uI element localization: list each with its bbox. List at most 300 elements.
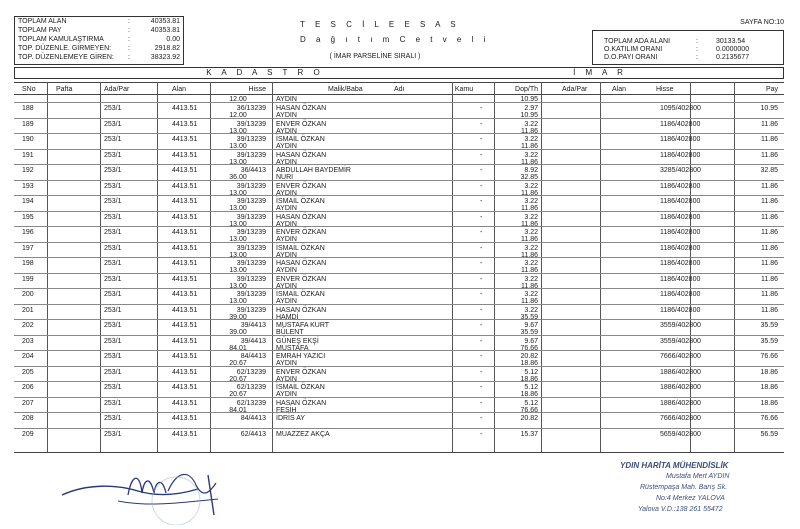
row-rule [14,118,784,119]
row-hisse: 84/4413 [240,353,266,360]
continuation-dop: 18.86 [520,360,538,367]
continuation-hisse: 13.00 [229,298,247,305]
row-imar-hisse: 1095/402800 [660,105,701,112]
header-bottom-rule [14,94,784,95]
row-kamu: - [480,136,483,143]
row-dop: 3.22 [524,244,538,252]
continuation-malik: AYDIN [276,391,297,398]
row-kamu: - [480,275,483,283]
row-sno: 207 [22,399,34,407]
row-malik: HASAN ÖZKAN [276,105,327,112]
row-malik: ENVER ÖZKAN [276,368,327,376]
row-hisse: 39/13239 [236,306,266,314]
summary-colon: : [128,45,130,52]
continuation-dop: 11.86 [521,298,538,305]
row-sno: 205 [22,368,34,376]
row-malik: ABDULLAH BAYDEMİR [276,167,351,174]
row-malik: EMRAH YAZICI [276,353,326,360]
column-header-adapar: Ada/Par [104,86,130,93]
row-adapar: 253/1 [104,384,122,391]
summary-colon: : [128,27,130,34]
summary-colon: : [128,54,130,61]
row-hisse: 39/13239 [236,120,266,128]
row-dop: 3.22 [524,260,538,267]
row-sno: 195 [22,213,34,221]
row-hisse: 36/13239 [236,105,266,112]
continuation-malik: NURİ [276,174,294,181]
row-adapar: 253/1 [104,399,122,407]
row-rule [14,366,784,367]
row-adapar: 253/1 [104,353,122,360]
continuation-malik: AYDIN [276,267,297,274]
row-adapar: 253/1 [104,229,122,236]
row-imar-hisse: 1186/402800 [660,136,701,143]
row-sno: 189 [22,120,34,128]
row-sno: 192 [22,167,34,174]
continuation-dop: 35.59 [520,329,538,336]
row-pay: 18.86 [760,368,778,376]
row-dop: 3.22 [524,136,538,143]
continuation-malik: AYDIN [276,158,297,166]
row-kamu: - [480,322,483,329]
continuation-malik: AYDIN [276,112,297,119]
row-dop: 3.22 [524,120,538,128]
continuation-hisse: 84.01 [229,344,247,352]
row-imar-hisse: 7666/402800 [660,353,701,360]
continuation-dop: 18.86 [520,375,538,383]
column-header-kamu: Kamu [454,86,474,93]
row-alan: 4413.51 [172,198,198,205]
row-dop: 20.82 [520,415,538,422]
table-bottom-rule [14,452,784,453]
row-adapar: 253/1 [104,337,122,345]
summary-label: TOPLAM ALAN [18,18,67,25]
continuation-hisse: 13.00 [229,143,247,150]
row-hisse: 62/4413 [240,430,266,438]
signature [58,455,238,525]
row-hisse: 39/13239 [236,151,266,159]
summary-value: 40353.81 [150,27,180,34]
column-header-adi: Adı [394,86,405,93]
row-imar-hisse: 1186/402800 [660,120,701,128]
row-alan: 4413.51 [172,399,198,407]
row-kamu: - [480,105,483,112]
section-imar: İ M A R [573,68,627,77]
row-kamu: - [480,244,483,252]
row-sno: 194 [22,198,34,205]
row-hisse: 39/13239 [236,260,266,267]
row-dop: 3.22 [524,213,538,221]
continuation-hisse: 13.00 [229,236,247,243]
row-pay: 11.86 [761,229,778,236]
continuation-dop: 32.85 [520,174,538,181]
ratio-label: D.O.PAYI ORANI [604,54,658,61]
row-imar-hisse: 3285/402800 [660,167,701,174]
continuation-dop: 11.86 [521,220,538,228]
ratio-colon: : [696,38,698,45]
row-kamu: - [480,430,483,438]
continuation-dop: 11.86 [521,251,538,259]
row-imar-hisse: 1886/402800 [660,399,701,407]
row-malik: İSMAİL ÖZKAN [276,198,325,205]
column-header-alan: Alan [172,86,187,93]
row-pay: 35.59 [760,337,778,345]
row-malik: ENVER ÖZKAN [276,120,327,128]
continuation-hisse: 36.00 [229,174,247,181]
continuation-hisse: 13.00 [229,282,247,290]
row-kamu: - [480,384,483,391]
row-dop: 3.22 [524,275,538,283]
row-hisse: 62/13239 [236,368,266,376]
row-hisse: 39/4413 [240,337,266,345]
document-note: ( İMAR PARSELİNE SIRALI ) [329,53,421,60]
header-top-rule [14,82,784,83]
continuation-dop: 35.59 [520,313,538,321]
row-kamu: - [480,291,483,298]
row-imar-hisse: 1186/402800 [660,291,701,298]
row-hisse: 39/13239 [236,275,266,283]
column-header-imar-hisse: Hisse [656,86,674,93]
row-pay: 76.66 [760,353,778,360]
row-hisse: 84/4413 [240,415,266,422]
row-adapar: 253/1 [104,136,122,143]
continuation-malik: AYDIN [276,127,297,135]
row-malik: HASAN ÖZKAN [276,260,327,267]
row-kamu: - [480,198,483,205]
stamp-line: No:4 Merkez YALOVA [656,495,725,502]
section-kadastro: K A D A S T R O [206,68,324,77]
row-imar-hisse: 1186/402800 [660,306,701,314]
continuation-malik: AYDIN [276,298,297,305]
continuation-hisse: 13.00 [229,189,247,197]
row-adapar: 253/1 [104,430,122,438]
row-pay: 11.86 [761,120,778,128]
row-dop: 8.92 [524,167,538,174]
row-kamu: - [480,229,483,236]
row-dop: 2.97 [524,105,538,112]
ratio-label: TOPLAM ADA ALANI [604,38,671,45]
row-sno: 196 [22,229,34,236]
row-hisse: 39/13239 [236,182,266,190]
row-imar-hisse: 1186/402800 [660,275,701,283]
continuation-hisse: 13.00 [229,127,247,135]
row-hisse: 39/13239 [236,291,266,298]
row-pay: 18.86 [760,384,778,391]
row-alan: 4413.51 [172,306,198,314]
continuation-dop: 11.86 [521,189,538,197]
column-header-imar-alan: Alan [612,86,627,93]
row-alan: 4413.51 [172,151,198,159]
row-hisse: 36/4413 [240,167,266,174]
row-sno: 199 [22,275,34,283]
ratio-colon: : [696,54,698,61]
row-kamu: - [480,182,483,190]
row-dop: 9.67 [524,337,538,345]
row-sno: 208 [22,415,34,422]
row-adapar: 253/1 [104,291,122,298]
continuation-malik: AYDIN [276,189,297,197]
row-adapar: 253/1 [104,120,122,128]
row-alan: 4413.51 [172,322,198,329]
row-hisse: 62/13239 [236,399,266,407]
row-imar-hisse: 1886/402800 [660,384,701,391]
row-alan: 4413.51 [172,384,198,391]
column-header-pafta: Pafta [56,86,73,93]
row-hisse: 39/13239 [236,136,266,143]
row-dop: 15.37 [520,430,538,438]
continuation-dop: 11.86 [521,143,538,150]
ratio-colon: : [696,46,698,53]
ratio-label: O.KATILIM ORANI [604,46,663,53]
row-sno: 204 [22,353,34,360]
row-kamu: - [480,368,483,376]
summary-value: 0.00 [166,36,180,43]
row-malik: MUSTAFA KURT [276,322,330,329]
continuation-dop: 10.95 [520,96,538,103]
row-alan: 4413.51 [172,213,198,221]
summary-label: TOP. DÜZENLEMEYE GİREN: [18,54,114,61]
summary-value: 40353.81 [150,18,180,25]
row-pay: 11.86 [761,275,778,283]
continuation-hisse: 12.00 [229,96,247,103]
row-dop: 3.22 [524,291,538,298]
section-banner [14,67,784,79]
row-alan: 4413.51 [172,229,198,236]
continuation-malik: AYDIN [276,282,297,290]
continuation-hisse: 13.00 [229,267,247,274]
row-sno: 209 [22,430,34,438]
row-kamu: - [480,167,483,174]
column-header-pay: Pay [765,86,778,93]
continuation-malik: AYDIN [276,251,297,259]
row-alan: 4413.51 [172,182,198,190]
row-dop: 3.22 [524,151,538,159]
row-sno: 206 [22,384,34,391]
row-pay: 56.59 [760,430,778,438]
continuation-dop: 10.95 [520,112,538,119]
continuation-hisse: 13.00 [229,205,247,212]
row-sno: 198 [22,260,34,267]
row-pay: 10.95 [760,105,778,112]
continuation-hisse: 12.00 [229,112,247,119]
row-malik: GÜNEŞ EKŞİ [276,337,319,345]
continuation-dop: 11.86 [521,236,538,243]
row-adapar: 253/1 [104,213,122,221]
row-malik: HASAN ÖZKAN [276,213,327,221]
row-imar-hisse: 1186/402800 [660,213,701,221]
row-hisse: 39/4413 [240,322,266,329]
document-subtitle: D a ğ ı t ı m C e t v e l i [300,35,490,44]
row-adapar: 253/1 [104,198,122,205]
row-pay: 32.85 [760,167,778,174]
continuation-hisse: 39.00 [229,329,247,336]
continuation-hisse: 13.00 [229,220,247,228]
row-dop: 3.22 [524,198,538,205]
continuation-malik: MUSTAFA [276,344,309,352]
row-imar-hisse: 1886/402800 [660,368,701,376]
row-alan: 4413.51 [172,260,198,267]
row-alan: 4413.51 [172,167,198,174]
continuation-malik: AYDIN [276,360,297,367]
row-pay: 11.86 [761,151,778,159]
row-dop: 9.67 [524,322,538,329]
row-alan: 4413.51 [172,291,198,298]
row-sno: 191 [22,151,34,159]
row-malik: HASAN ÖZKAN [276,151,327,159]
row-rule [14,273,784,274]
row-imar-hisse: 1186/402800 [660,151,701,159]
row-imar-hisse: 3559/402800 [660,322,701,329]
row-sno: 201 [22,306,34,314]
continuation-malik: AYDIN [276,375,297,383]
continuation-hisse: 20.67 [229,375,247,383]
ratio-value: 0.0000000 [716,46,750,53]
continuation-dop: 76.66 [520,406,538,414]
row-pay: 11.86 [761,182,778,190]
continuation-hisse: 20.67 [229,391,247,398]
continuation-malik: AYDIN [276,96,297,103]
row-malik: İSMAİL ÖZKAN [276,291,325,298]
row-malik: İSMAİL ÖZKAN [276,384,325,391]
row-dop: 5.12 [524,384,538,391]
row-alan: 4413.51 [172,105,198,112]
continuation-malik: AYDIN [276,143,297,150]
row-hisse: 39/13239 [236,229,266,236]
row-kamu: - [480,213,483,221]
stamp-line: Mustafa Mert AYDIN [666,473,730,480]
row-sno: 203 [22,337,34,345]
row-sno: 188 [22,105,34,112]
row-pay: 11.86 [761,136,778,143]
continuation-dop: 76.66 [520,344,538,352]
continuation-malik: AYDIN [276,236,297,243]
row-pay: 11.86 [761,306,778,314]
row-rule [14,102,784,103]
row-pay: 18.86 [760,399,778,407]
row-rule [14,412,784,413]
summary-value: 2918.82 [154,45,180,52]
row-imar-hisse: 1186/402800 [660,182,701,190]
row-sno: 190 [22,136,34,143]
row-rule [14,211,784,212]
row-imar-hisse: 1186/402800 [660,229,701,236]
row-malik: İSMAİL ÖZKAN [276,136,325,143]
continuation-dop: 18.86 [520,391,538,398]
company-stamp [600,462,790,526]
row-malik: İSMAİL ÖZKAN [276,244,325,252]
row-adapar: 253/1 [104,415,122,422]
row-sno: 200 [22,291,34,298]
column-header-hisse: Hisse [248,86,266,93]
document-title: T E S C İ L E E S A S [300,20,460,29]
row-rule [14,381,784,382]
continuation-dop: 11.86 [521,282,538,290]
row-kamu: - [480,337,483,345]
stamp-line: YDIN HARİTA MÜHENDİSLİK [620,461,729,470]
row-rule [14,195,784,196]
row-hisse: 39/13239 [236,244,266,252]
continuation-hisse: 13.00 [229,158,247,166]
row-dop: 3.22 [524,229,538,236]
row-pay: 11.86 [761,198,778,205]
summary-colon: : [128,36,130,43]
row-adapar: 253/1 [104,182,122,190]
row-kamu: - [480,399,483,407]
row-dop: 3.22 [524,306,538,314]
row-alan: 4413.51 [172,244,198,252]
row-alan: 4413.51 [172,368,198,376]
row-sno: 202 [22,322,34,329]
continuation-dop: 11.86 [521,158,538,166]
row-malik: HASAN ÖZKAN [276,399,327,407]
continuation-hisse: 39.00 [229,313,247,321]
row-imar-hisse: 1186/402800 [660,198,701,205]
row-rule [14,133,784,134]
summary-label: TOPLAM PAY [18,27,62,34]
row-adapar: 253/1 [104,260,122,267]
row-rule [14,428,784,429]
row-kamu: - [480,151,483,159]
continuation-hisse: 84.01 [229,406,247,414]
row-rule [14,350,784,351]
row-malik: ENVER ÖZKAN [276,229,327,236]
row-hisse: 39/13239 [236,198,266,205]
row-hisse: 39/13239 [236,213,266,221]
stamp-line: Yalova V.D.:138 261 55472 [638,506,723,513]
continuation-dop: 11.86 [521,127,538,135]
continuation-malik: BÜLENT [276,329,304,336]
summary-value: 38323.92 [150,54,180,61]
row-rule [14,257,784,258]
row-rule [14,319,784,320]
row-adapar: 253/1 [104,368,122,376]
continuation-dop: 11.86 [521,267,538,274]
continuation-hisse: 20.67 [229,360,247,367]
row-rule [14,180,784,181]
row-adapar: 253/1 [104,151,122,159]
ratio-value: 0.2135677 [716,54,750,61]
column-header-dop: Dop/Th [515,86,538,93]
row-adapar: 253/1 [104,306,122,314]
continuation-hisse: 13.00 [229,251,247,259]
row-kamu: - [480,353,483,360]
continuation-dop: 11.86 [521,205,538,212]
row-pay: 35.59 [760,322,778,329]
row-rule [14,226,784,227]
stamp-line: Rüstempaşa Mah. Barış Sk. [640,484,728,491]
row-rule [14,149,784,150]
column-header-imar-adapar: Ada/Par [562,86,588,93]
row-rule [14,397,784,398]
row-malik: ENVER ÖZKAN [276,275,327,283]
row-alan: 4413.51 [172,353,198,360]
continuation-malik: AYDIN [276,205,297,212]
row-adapar: 253/1 [104,244,122,252]
row-alan: 4413.51 [172,430,198,438]
column-header-sno: SNo [22,86,36,93]
row-pay: 11.86 [761,260,778,267]
row-rule [14,335,784,336]
row-imar-hisse: 3559/402800 [660,337,701,345]
row-dop: 5.12 [524,399,538,407]
summary-colon: : [128,18,130,25]
row-hisse: 62/13239 [236,384,266,391]
row-alan: 4413.51 [172,337,198,345]
row-sno: 197 [22,244,34,252]
row-pay: 11.86 [761,291,778,298]
summary-label: TOPLAM KAMULAŞTIRMA [18,36,104,43]
row-imar-hisse: 7666/402800 [660,415,701,422]
